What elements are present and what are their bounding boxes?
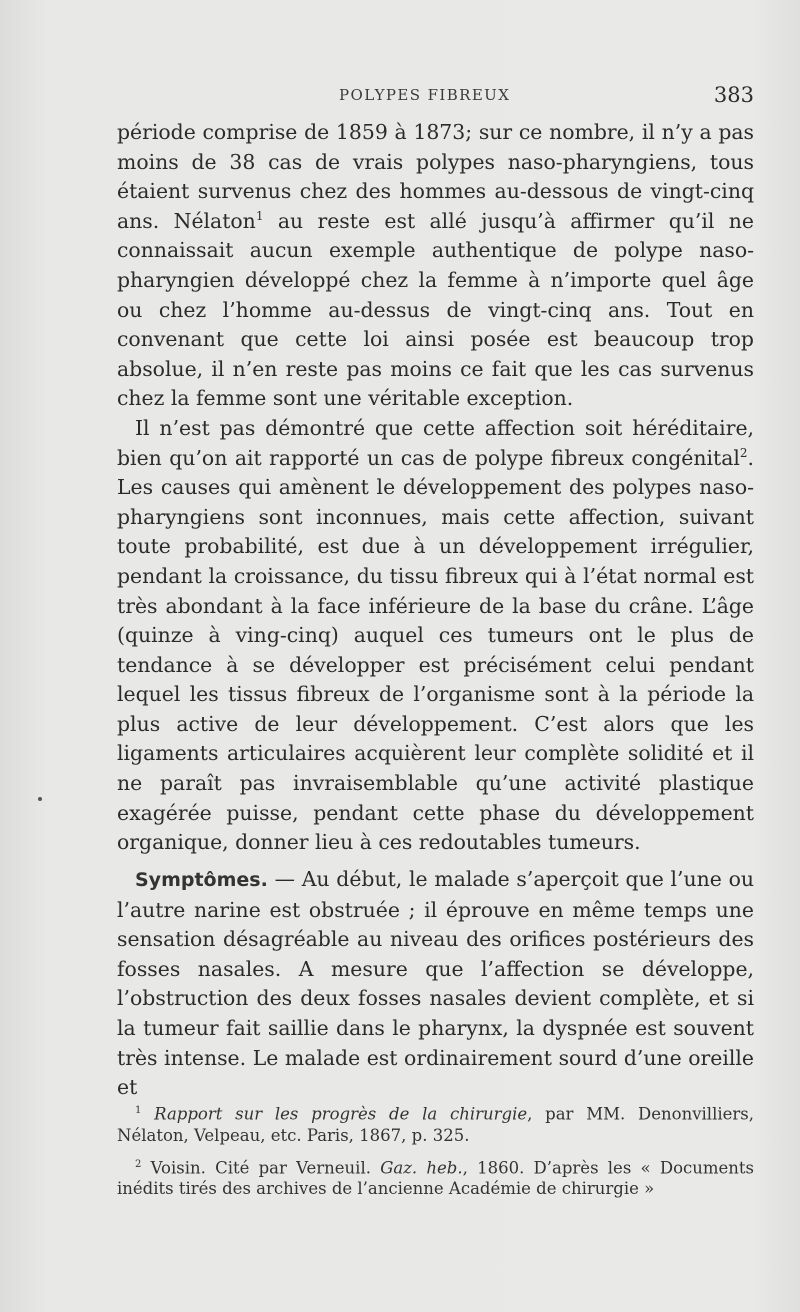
- page-header: [117, 83, 754, 110]
- running-title: POLYPES FIBREUX: [339, 86, 511, 104]
- symptoms-section: [117, 865, 754, 1103]
- footnote-1-title: Rapport sur les progrès de la chirurgie: [154, 1104, 528, 1124]
- footnote-1-mark: 1: [135, 1105, 142, 1116]
- footnote-2-text: , 1860. D’après les « Documents inédits tirés des archives de l’ancienne Académie de chirurgie »: [117, 1158, 754, 1198]
- footnote-1-text: , par MM. Denonvilliers, Nélaton, Velpeau, etc. Paris, 1867, p. 325.: [117, 1104, 754, 1145]
- paragraph-1-text-cont: au reste est allé jusqu’à affirmer qu’il ne connaissait aucun exemple authentique de polype naso-pharyngien développé chez la femme à n’importe quel âge ou chez l’homme au-dessus de vingt-cinq ans. Tout en convenant que cette loi ainsi posée est beaucoup trop absolue, il n’en reste pas moins ce fait que les cas survenus chez la femme sont une véritable exception.: [117, 208, 754, 411]
- margin-mark: [38, 797, 42, 801]
- section-heading: Symptômes.: [135, 869, 268, 891]
- footnote-ref-1: 1: [255, 208, 264, 223]
- symptoms-text: — Au début, le malade s’aperçoit que l’une ou l’autre narine est obstruée ; il éprouve en même temps une sensation désagréable au niveau des orifices postérieurs des fosses nasales. A mesure que l’affection se développe, l’obstruction des deux fosses nasales devient complète, et si la tumeur fait saillie dans le pharynx, la dyspnée est souvent très intense. Le malade est ordinairement sourd d’une oreille et: [117, 867, 754, 1100]
- symptoms-paragraph: [117, 865, 754, 1103]
- paragraph-1-text: période comprise de 1859 à 1873; sur ce nombre, il n’y a pas moins de 38 cas de vrais polypes naso-pharyngiens, tous étaient survenus chez des hommes au-dessous de vingt-cinq ans. Nélaton: [117, 120, 754, 233]
- footnote-2: [117, 1154, 754, 1200]
- footnote-ref-2: 2: [739, 445, 748, 460]
- footnotes: [117, 1100, 754, 1207]
- paragraph-1: [117, 118, 754, 414]
- paragraph-2: [117, 414, 754, 858]
- paragraph-2-text: Il n’est pas démontré que cette affection soit héréditaire, bien qu’on ait rapporté un cas de polype fibreux congénital: [117, 415, 754, 470]
- footnote-2-title: Gaz. heb.: [380, 1158, 463, 1177]
- footnote-2-prefix: Voisin. Cité par Verneuil.: [150, 1158, 381, 1177]
- page-number: 383: [713, 83, 754, 107]
- footnote-2-mark: 2: [135, 1158, 142, 1170]
- paragraph-2-text-cont: . Les causes qui amènent le développement des polypes naso-pharyngiens sont inconnues, mais cette affection, suivant toute probabilité, est due à un développement irrégulier, pendant la croissance, du tissu fibreux qui à l’état normal est très abondant à la face inférieure de la base du crâne. L’âge (quinze à ving-cinq) auquel ces tumeurs ont le plus de tendance à se développer est précisément celui pendant lequel les tissus fibreux de l’organisme sont à la période la plus active de leur développement. C’est alors que les ligaments articulaires acquièrent leur complète solidité et il ne paraît pas invraisemblable qu’une activité plastique exagérée puisse, pendant cette phase du développement organique, donner lieu à ces redoutables tumeurs.: [117, 445, 754, 855]
- footnote-1: [117, 1100, 754, 1146]
- body-text: [117, 118, 754, 858]
